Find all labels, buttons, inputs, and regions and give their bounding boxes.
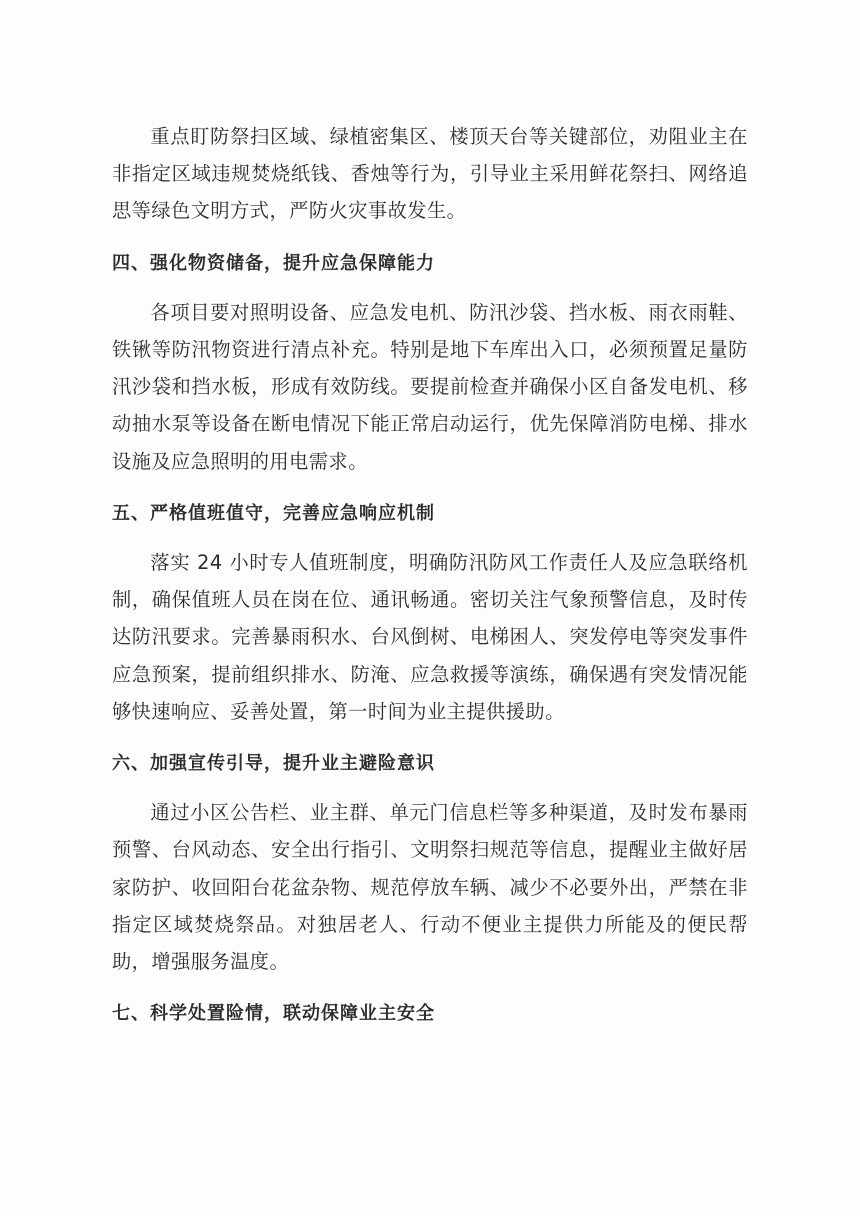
section-6-paragraph: 通过小区公告栏、业主群、单元门信息栏等多种渠道，及时发布暴雨预警、台风动态、安全出行指引、文明祭扫规范等信息，提醒业主做好居家防护、收回阳台花盆杂物、规范停放车辆、减少不必要外出，严禁在非指定区域焚烧祭品。对独居老人、行动不便业主提供力所能及的便民帮助，增强服务温度。: [112, 801, 748, 974]
section-7-heading: 七、科学处置险情，联动保障业主安全: [112, 1003, 435, 1025]
section-5-heading: 五、严格值班值守，完善应急响应机制: [112, 502, 435, 524]
spacer: [112, 782, 748, 794]
section-4-paragraph: 各项目要对照明设备、应急发电机、防汛沙袋、挡水板、雨衣雨鞋、铁锹等防汛物资进行清点补充。特别是地下车库出入口，必须预置足量防汛沙袋和挡水板，形成有效防线。要提前检查并确保小区自备发电机、移动抽水泵等设备在断电情况下能正常启动运行，优先保障消防电梯、排水设施及应急照明的用电需求。: [112, 300, 748, 473]
spacer: [112, 282, 748, 294]
spacer: [112, 230, 748, 245]
section-5-paragraph: 落实 24 小时专人值班制度，明确防汛防风工作责任人及应急联络机制，确保值班人员在岗在位、通讯畅通。密切关注气象预警信息，及时传达防汛要求。完善暴雨积水、台风倒树、电梯困人、突发停电等突发事件应急预案，提前组织排水、防淹、应急救援等演练，确保遇有突发情况能够快速响应、妥善处置，第一时间为业主提供援助。: [112, 551, 748, 723]
spacer: [112, 730, 748, 745]
spacer: [112, 480, 748, 495]
spacer: [112, 532, 748, 544]
section-4-heading: 四、强化物资储备，提升应急保障能力: [112, 252, 435, 274]
spacer: [112, 980, 748, 995]
document-body: [112, 118, 748, 1032]
section-6-heading: 六、加强宣传引导，提升业主避险意识: [112, 753, 435, 775]
intro-paragraph: 重点盯防祭扫区域、绿植密集区、楼顶天台等关键部位，劝阻业主在非指定区域违规焚烧纸钱、香烛等行为，引导业主采用鲜花祭扫、网络追思等绿色文明方式，严防火灾事故发生。: [112, 125, 748, 223]
